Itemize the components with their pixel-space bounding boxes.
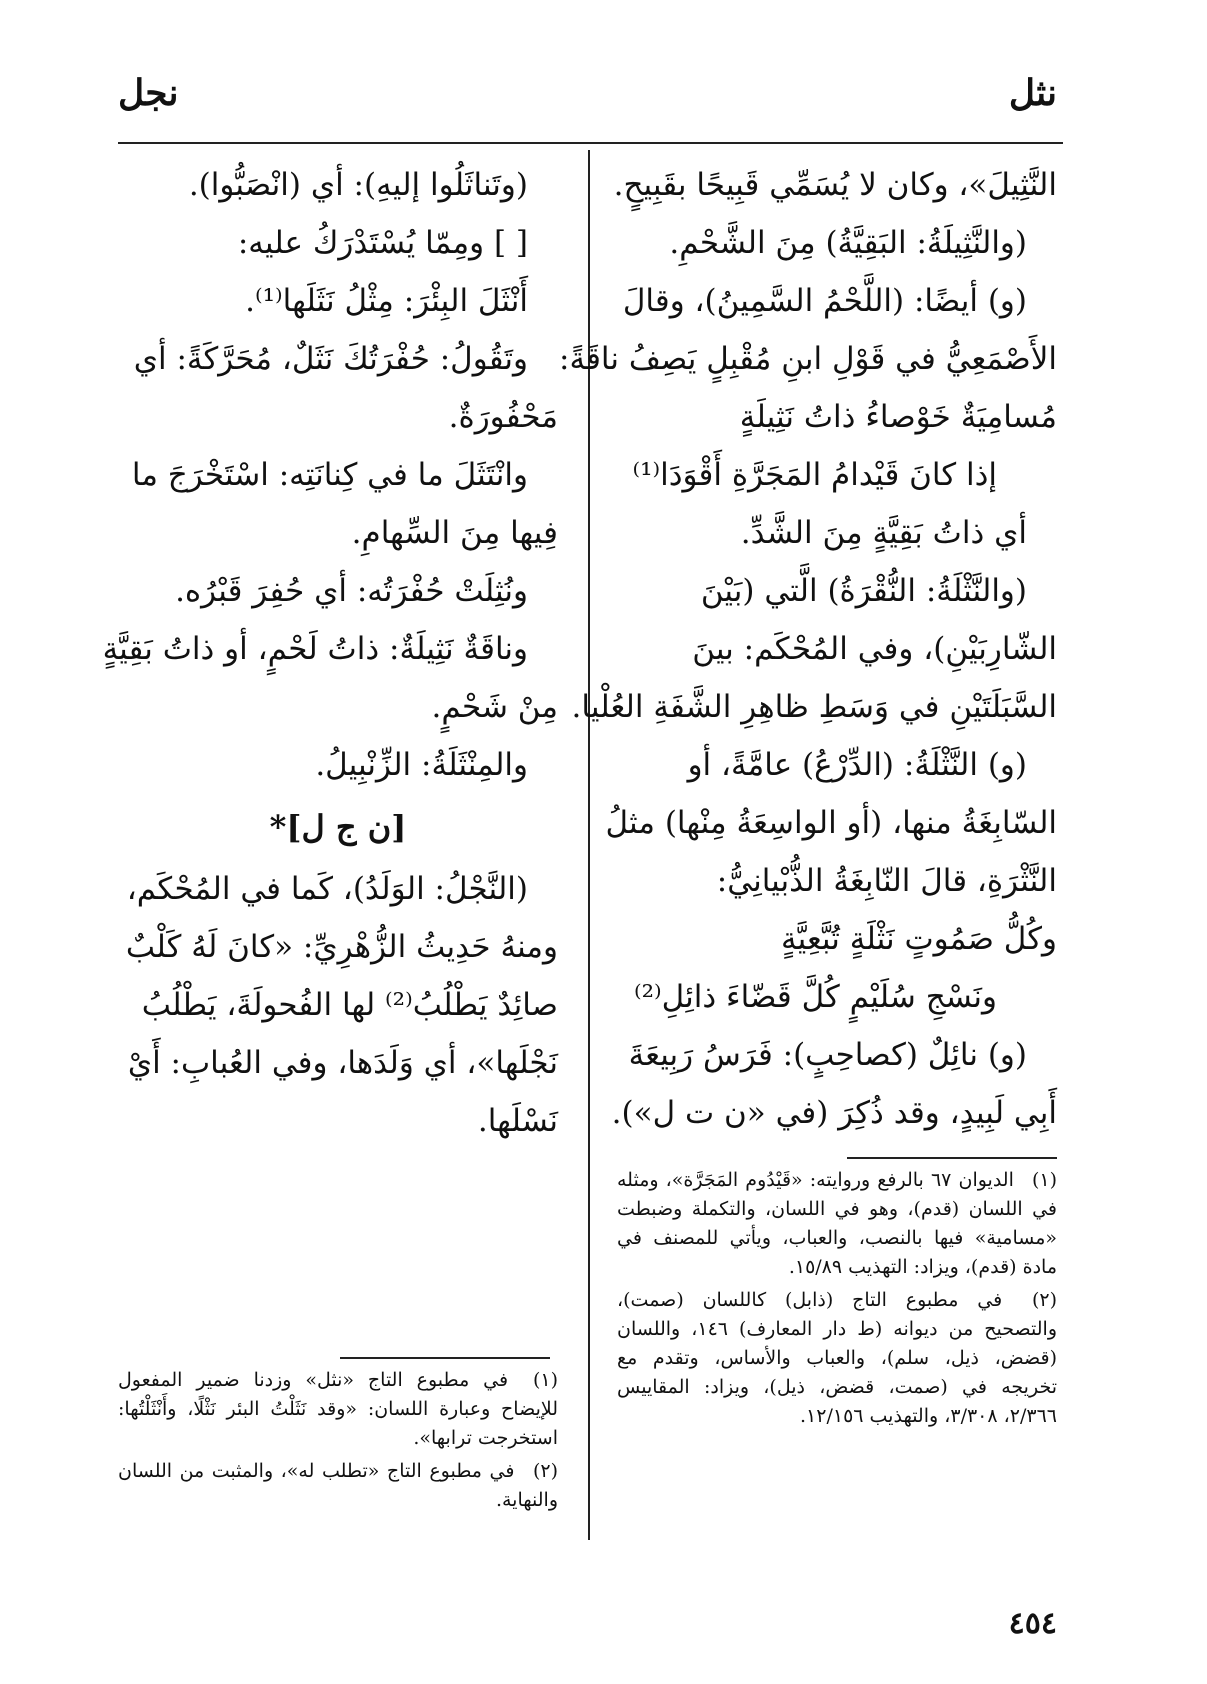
text-line: فِيها مِنَ السِّهامِ.	[351, 515, 558, 551]
text-line: مَحْفُورَةٌ.	[448, 399, 558, 435]
text-line: وناقَةٌ نَثِيلَةٌ: ذاتُ لَحْمٍ، أو ذاتُ بَقِيَّةٍ	[102, 631, 528, 667]
text-line: الشّارِبَيْنِ)، وفي المُحْكَم: بينَ	[692, 631, 1057, 667]
right-column	[559, 156, 1057, 1142]
text-line: وتَقُولُ: حُفْرَتُكَ نَثَلٌ، مُحَرَّكَةً: أي	[133, 341, 528, 377]
footnotes-right	[617, 1166, 1057, 1435]
footnotes-left	[118, 1366, 558, 1519]
text-line: نَجْلَها»، أي وَلَدَها، وفي العُبابِ: أَيْ	[127, 1045, 558, 1081]
text-line: الأَصْمَعِيُّ في قَوْلِ ابنِ مُقْبِلٍ يَصِفُ ناقَةً:	[559, 341, 1057, 377]
footnote	[118, 1366, 558, 1453]
verse-hemistich: ونَسْجِ سُلَيْمٍ كُلَّ قَضّاءَ ذائِلِ⁽²⁾	[633, 979, 997, 1015]
text-line: أَبِي لَبِيدٍ، وقد ذُكِرَ (في «ن ت ل»).	[611, 1095, 1057, 1131]
text-line: نَسْلَها.	[477, 1103, 558, 1139]
text-line: [ ] ومِمّا يُسْتَدْرَكُ عليه:	[237, 225, 528, 261]
footnote-text: في مطبوع التاج «تطلب له»، والمثبت من اللسان والنهاية.	[118, 1460, 558, 1511]
text-line: (و) نائِلٌ (كصاحِبٍ): فَرَسُ رَبِيعَةَ	[628, 1037, 1027, 1073]
text-line: السَّبَلَتَيْنِ في وَسَطِ ظاهِرِ الشَّفَةِ العُلْيا.	[571, 689, 1057, 725]
text-line: (والنَّثِيلَةُ: البَقِيَّةُ) مِنَ الشَّحْمِ.	[669, 225, 1027, 261]
footnote-rule	[847, 1157, 1057, 1159]
footnote-number: (١)	[532, 1369, 558, 1391]
text-line: (والنَّثْلَةُ: النُّقْرَةُ) الَّتي (بَيْنَ	[700, 573, 1027, 609]
entry-heading: [ن ج ل]*	[269, 808, 407, 846]
text-line: ومنهُ حَدِيثُ الزُّهْرِيِّ: «كانَ لَهُ كَلْبٌ	[125, 929, 558, 965]
footnote	[118, 1457, 558, 1515]
text-line: السّابِغَةُ منها، (أو الواسِعَةُ مِنْها) مثلُ	[605, 805, 1057, 841]
header-rule	[118, 142, 1063, 144]
text-line: (و) أيضًا: (اللَّحْمُ السَّمِينُ)، وقالَ	[622, 283, 1027, 319]
footnote-text: الديوان ٦٧ بالرفع وروايته: «قَيْدُوم المَجَرَّة»، ومثله في اللسان (قدم)، وهو في اللسان، والتكملة وضبطت «مسامية» فيها بالنصب، والعباب، ويأتي للمصنف في مادة (قدم)، ويزاد: التهذيب ١٥/٨٩.	[617, 1169, 1057, 1278]
page-number: ٤٥٤	[1008, 1606, 1057, 1641]
text-line: ونُثِلَتْ حُفْرَتُه: أي حُفِرَ قَبْرُه.	[175, 573, 528, 609]
footnote-number: (٢)	[532, 1460, 558, 1482]
text-line: أَنْثَلَ البِئْرَ: مِثْلُ نَثَلَها⁽¹⁾.	[245, 283, 528, 319]
text-line: والمِنْثَلَةُ: الزِّنْبِيلُ.	[315, 747, 528, 783]
text-line: النَّثْرَةِ، قالَ النّابِغَةُ الذُّبْيانِيُّ:	[716, 863, 1057, 899]
footnote-number: (٢)	[1031, 1289, 1058, 1311]
footnote-rule	[340, 1357, 550, 1359]
verse-hemistich: مُسامِيَةٌ خَوْصاءُ ذاتُ نَثِيلَةٍ	[739, 399, 1057, 435]
text-line: النَّثِيلَ»، وكان لا يُسَمِّي قَبِيحًا بقَبِيحٍ.	[613, 167, 1057, 203]
footnote-text: في مطبوع التاج (ذابل) كاللسان (صمت)، والتصحيح من ديوانه (ط دار المعارف) ١٤٦، واللسان (قضض، ذيل، سلم)، والعباب والأساس، وتقدم مع تخريجه في (صمت، قضض، ذيل)، ويزاد: المقاييس ٢/٣٦٦، ٣/٣٠٨، والتهذيب ١٢/١٥٦.	[617, 1289, 1057, 1427]
page-header-root-left: نجل	[118, 72, 179, 114]
text-line: أي ذاتُ بَقِيَّةٍ مِنَ الشَّدِّ.	[740, 515, 1027, 551]
text-line: مِنْ شَحْمٍ.	[431, 689, 558, 725]
page-header-root-right: نثل	[1008, 72, 1057, 114]
text-line: (النَّجْلُ: الوَلَدُ)، كَما في المُحْكَم،	[126, 871, 528, 907]
verse-hemistich: وكُلُّ صَمُوتٍ نَثْلَةٍ تُبَّعِيَّةٍ	[781, 921, 1057, 957]
footnote	[617, 1166, 1057, 1282]
text-line: (وتَناثَلُوا إليهِ): أي (انْصَبُّوا).	[188, 167, 528, 203]
footnote	[617, 1286, 1057, 1431]
left-column	[102, 156, 558, 1150]
text-line: وانْتَثَلَ ما في كِنانَتِه: اسْتَخْرَجَ ما	[131, 457, 528, 493]
text-line: صائِدٌ يَطْلُبُ⁽²⁾ لها الفُحولَةَ، يَطْلُبُ	[141, 987, 558, 1023]
verse-hemistich: إذا كانَ قَيْدامُ المَجَرَّةِ أَقْوَدَا⁽¹⁾	[632, 457, 997, 493]
footnote-text: في مطبوع التاج «نثل» وزدنا ضمير المفعول للإيضاح وعبارة اللسان: «وقد نَثَلْتُ البئر نَثْلًا، وأَنْثَلْتُها: استخرجت ترابها».	[118, 1369, 558, 1449]
footnote-number: (١)	[1031, 1169, 1057, 1191]
text-line: (و) النَّثْلَةُ: (الدِّرْعُ) عامَّةً، أو	[687, 747, 1027, 783]
